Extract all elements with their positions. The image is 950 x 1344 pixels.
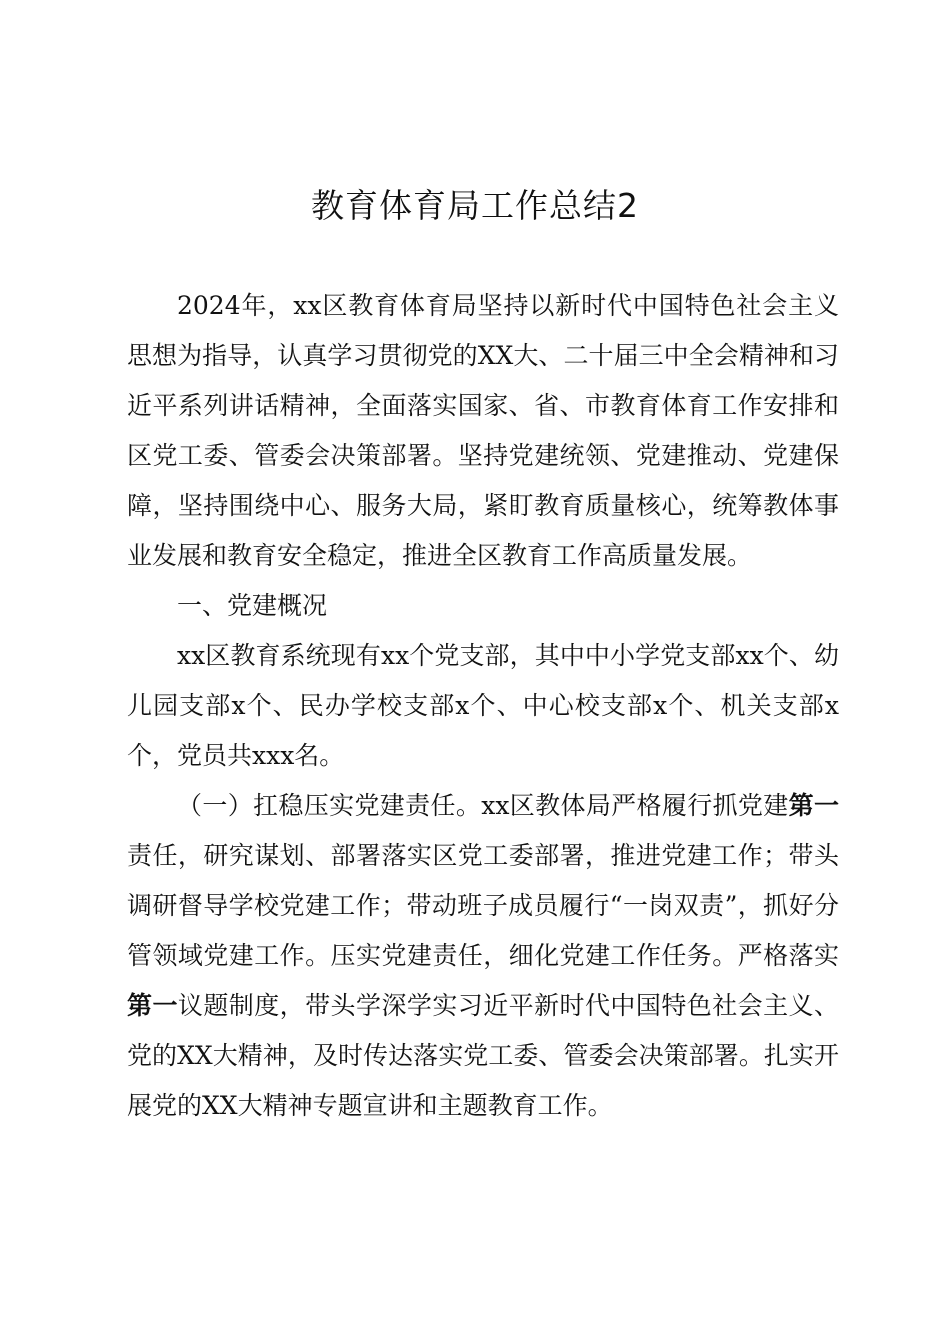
- section-heading-party-overview: 一、党建概况: [177, 591, 328, 620]
- document-title: 教育体育局工作总结2: [311, 186, 639, 225]
- intro-paragraph: 2024年，xx区教育体育局坚持以新时代中国特色社会主义思想为指导，认真学习贯彻党的XX大、二十届三中全会精神和习近平系列讲话精神，全面落实国家、省、市教育体育工作安排和区党工委、管委会决策部署。坚持党建统领、党建推动、党建保障，坚持围绕中心、服务大局，紧盯教育质量核心，统筹教体事业发展和教育安全稳定，推进全区教育工作高质量发展。: [127, 291, 839, 570]
- bold-text-segment: 第一: [127, 991, 178, 1020]
- paragraph-text-segment: 责任，研究谋划、部署落实区党工委部署，推进党建工作；带头调研督导学校党建工作；带动班子成员履行“一岗双责”，抓好分管领域党建工作。压实党建责任，细化党建工作任务。严格落实: [127, 841, 839, 970]
- party-responsibility-paragraph: [127, 781, 839, 1131]
- bold-text-segment: 第一: [788, 791, 839, 820]
- paragraph-text-segment: （一）扛稳压实党建责任。xx区教体局严格履行抓党建: [177, 791, 789, 820]
- party-overview-paragraph: xx区教育系统现有xx个党支部，其中中小学党支部xx个、幼儿园支部x个、民办学校支部x个、中心校支部x个、机关支部x个，党员共xxx名。: [127, 641, 839, 770]
- paragraph-text-segment: 议题制度，带头学深学实习近平新时代中国特色社会主义、党的XX大精神，及时传达落实党工委、管委会决策部署。扎实开展党的XX大精神专题宣讲和主题教育工作。: [127, 991, 839, 1120]
- document-body: [127, 281, 839, 1131]
